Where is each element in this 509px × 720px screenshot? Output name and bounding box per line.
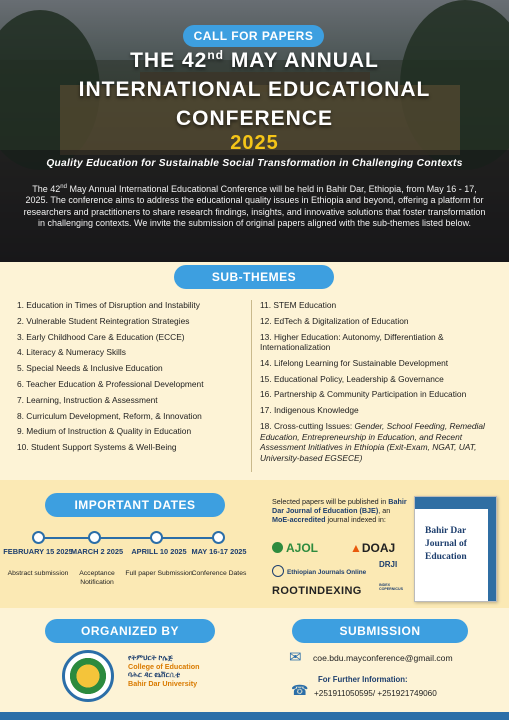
ajol-logo — [272, 541, 318, 555]
title-line-2: INTERNATIONAL EDUCATIONAL — [78, 78, 431, 101]
subtheme-item: 1. Education in Times of Disruption and Instability — [17, 300, 200, 310]
date-label: Abstract submission — [7, 570, 69, 577]
conference-year: 2025 — [230, 132, 279, 154]
phone-icon: ☎ — [291, 682, 309, 698]
subtheme-item: 15. Educational Policy, Leadership & Governance — [260, 373, 444, 384]
organizer-names — [128, 654, 199, 688]
subthemes-divider — [251, 300, 252, 472]
publication-note — [272, 497, 408, 525]
publication-text-pre: Selected papers will be published in — [272, 497, 389, 506]
subtheme-item: 9. Medium of Instruction & Quality in Education — [17, 426, 192, 437]
submission-email-link[interactable]: coe.bdu.mayconference@gmail.com — [313, 653, 453, 663]
dates-timeline — [38, 537, 218, 539]
conference-theme: Quality Education for Sustainable Social Transformation in Challenging Contexts — [46, 158, 463, 169]
title-line-3: CONFERENCE — [175, 107, 333, 130]
subtheme-item: 6. Teacher Education & Professional Development — [17, 378, 204, 389]
college-name-amharic: የትምህርት ኮሌጅ — [128, 653, 174, 662]
subtheme-item: 17. Indigenous Knowledge — [260, 405, 359, 416]
ejol-logo — [272, 565, 366, 577]
mail-icon: ✉ — [289, 649, 302, 666]
ajol-label: AJOL — [286, 541, 319, 555]
important-dates-heading: IMPORTANT DATES — [45, 493, 225, 517]
subtheme-18-label: 18. Cross-cutting Issues: — [260, 421, 355, 432]
organized-by-heading: ORGANIZED BY — [45, 619, 215, 643]
title-line-1-pre: THE 42 — [130, 49, 208, 72]
subtheme-item: 8. Curriculum Development, Reform, & Innovation — [17, 410, 202, 421]
doaj-label: DOAJ — [361, 541, 396, 555]
bahir-dar-university-logo — [62, 650, 114, 702]
date-value: FEBRUARY 15 2025 — [3, 547, 73, 556]
subtheme-item: 10. Student Support Systems & Well-Being — [17, 442, 177, 453]
intro-pre: The 42 — [32, 184, 61, 194]
intro-post: May Annual International Educational Conference will be held in Bahir Dar, Ethiopia, from May 16 - 17, 2025. The conference aims to address the educational quality issues in Ethiopia and beyond, offering a platform for researchers and practitioners to share research findings, insights, and innovative solutions that foster transformation in challenging contexts. We invite the submission of original papers aligned with the sub-themes listed below. — [23, 184, 486, 229]
intro-paragraph — [22, 182, 487, 230]
university-name-amharic: ባሕር ዳር ዩኒቨርሲቲ — [128, 670, 181, 680]
index-copernicus-logo — [379, 583, 401, 592]
intro-ordinal: nd — [60, 184, 67, 190]
rootindexing-label: ROOTINDEXING — [272, 585, 362, 597]
publication-text-post: journal indexed in: — [325, 515, 386, 525]
date-label: Full paper Submission — [125, 570, 193, 577]
subtheme-item: 5. Special Needs & Inclusive Education — [17, 363, 163, 374]
moe-accredited: MoE-accredited — [272, 515, 326, 525]
subthemes-right-column — [260, 300, 495, 468]
university-name: Bahir Dar University — [128, 678, 198, 688]
drji-label: DRJI — [379, 560, 398, 569]
journal-cover-title: Bahir Dar Journal of Education — [425, 526, 467, 562]
subtheme-item: 16. Partnership & Community Participation in Education — [260, 389, 467, 400]
subtheme-item: 14. Lifelong Learning for Sustainable Development — [260, 357, 449, 368]
footer-bar — [0, 712, 509, 720]
further-information-label: For Further Information: — [318, 675, 408, 684]
journal-cover-band — [415, 497, 496, 509]
date-value: APRILL 10 2025 — [131, 547, 187, 556]
subtheme-item: 13. Higher Education: Autonomy, Differentiation & Internationalization — [260, 331, 444, 353]
college-name: College of Education — [128, 661, 200, 671]
date-value: MARCH 2 2025 — [70, 547, 124, 556]
subtheme-item-18 — [260, 421, 495, 463]
drji-logo — [379, 560, 397, 569]
subtheme-item: 7. Learning, Instruction & Assessment — [17, 394, 158, 405]
submission-heading: SUBMISSION — [292, 619, 468, 643]
call-for-papers-badge: CALL FOR PAPERS — [183, 25, 324, 47]
index-copernicus-label: INDEX COPERNICUS — [379, 583, 403, 592]
title-line-1-post: MAY ANNUAL — [223, 49, 379, 72]
doaj-logo: ▲DOAJ — [350, 541, 396, 555]
subthemes-left-column — [17, 300, 249, 458]
timeline-dot — [32, 531, 45, 544]
contact-phone-numbers: +251911050595/ +251921749060 — [314, 689, 437, 698]
ejol-label: Ethiopian Journals Online — [287, 569, 367, 576]
subtheme-item: 3. Early Childhood Care & Education (ECCE) — [17, 331, 185, 342]
rootindexing-logo — [272, 585, 362, 597]
subtheme-item: 12. EdTech & Digitalization of Education — [260, 315, 409, 326]
timeline-dot — [150, 531, 163, 544]
date-label: Acceptance Notification — [79, 570, 115, 586]
subtheme-18-topics: Gender, School Feeding, Remedial Education, Entrepreneurship in Education, and Recent Assessment Initiatives in Ethiopia (Exit-Exam, NGAT, UAT, University-based EGSECE) — [260, 421, 485, 463]
title-line-1 — [0, 48, 509, 73]
publication-text-mid: , an — [378, 506, 391, 516]
journal-name: Bahir Dar Journal of Education (BJE) — [272, 497, 407, 516]
date-value: MAY 16-17 2025 — [191, 547, 247, 556]
date-label: Conference Dates — [191, 570, 247, 577]
subthemes-heading: SUB-THEMES — [174, 265, 334, 289]
title-ordinal: nd — [207, 48, 224, 62]
subtheme-item: 11. STEM Education — [260, 300, 337, 310]
timeline-dot — [212, 531, 225, 544]
subtheme-item: 2. Vulnerable Student Reintegration Strategies — [17, 315, 190, 326]
subtheme-item: 4. Literacy & Numeracy Skills — [17, 347, 126, 358]
timeline-dot — [88, 531, 101, 544]
journal-cover — [414, 496, 497, 602]
